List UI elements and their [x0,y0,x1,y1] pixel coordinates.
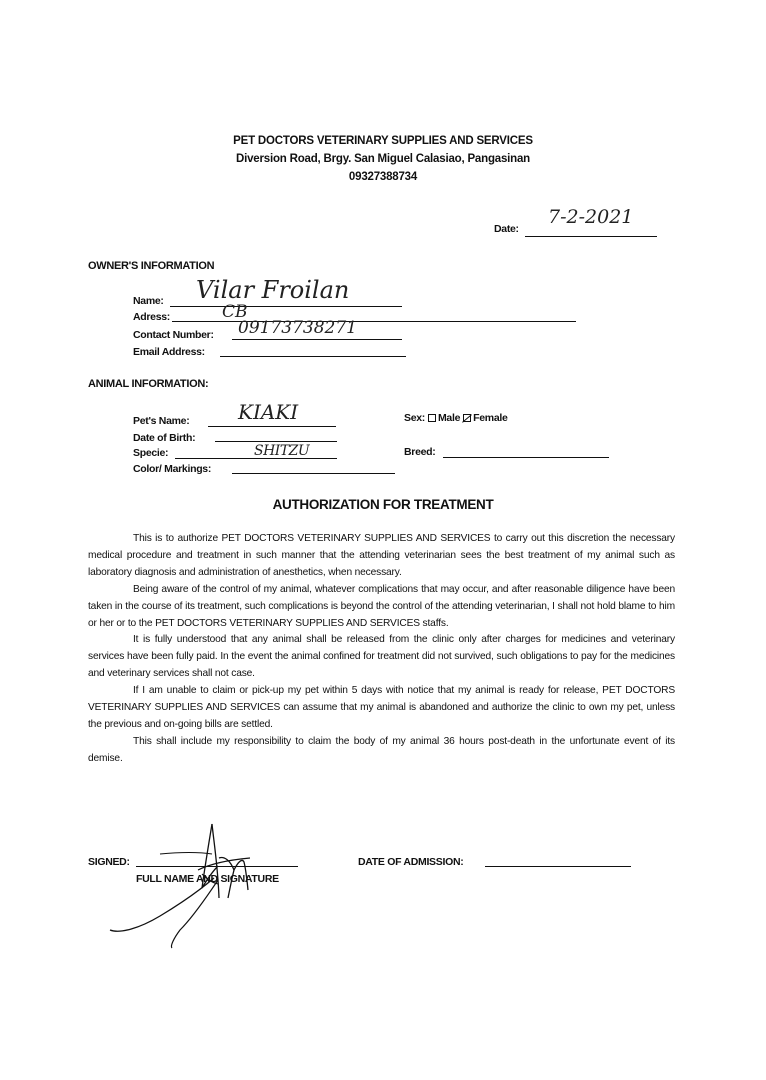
sex-male-checkbox [428,414,436,422]
date-value: 7-2-2021 [548,206,634,228]
animal-heading: ANIMAL INFORMATION: [88,378,209,390]
pet-name-value: KIAKI [238,400,299,424]
authorization-title: AUTHORIZATION FOR TREATMENT [272,497,494,512]
owner-contact-value: 09173738271 [238,318,357,338]
authorization-paragraph: It is fully understood that any animal shall be released from the clinic only after charges for medicines and veterinary services have been fully paid. In the event the animal confined for treatment did not survived, such obligations to pay for the medicines and veterinary services shall not case. [88,634,675,680]
clinic-name: PET DOCTORS VETERINARY SUPPLIES AND SERVICES [233,135,533,147]
clinic-address: Diversion Road, Brgy. San Miguel Calasiao, Pangasinan [235,153,530,165]
authorization-paragraph: This is to authorize PET DOCTORS VETERINARY SUPPLIES AND SERVICES to carry out this discretion the necessary medical procedure and treatment in such manner that the attending veterinarian sees the best treatment of my animal such as laboratory diagnosis and administration of anesthetics, when necessary. [88,533,675,578]
admission-label: DATE OF ADMISSION: [358,856,464,868]
owner-heading: OWNER'S INFORMATION [88,260,215,272]
owner-name-label: Name: [133,295,164,307]
authorization-paragraph: If I am unable to claim or pick-up my pet within 5 days with notice that my animal is ready for release, PET DOCTORS VETERINARY SUPPLIES AND SERVICES can assume that my animal is abandoned and authorize the clinic to own my pet, unless the previous and on-going bills are settled. [88,685,675,730]
authorization-paragraph: This shall include my responsibility to claim the body of my animal 36 hours post-death in the unfortunate event of its demise. [88,735,675,764]
pet-name-line [208,426,336,427]
signature-caption: FULL NAME AND SIGNATURE [136,873,279,885]
owner-email-line [220,356,406,357]
signed-label: SIGNED: [88,856,130,868]
owner-name-value: Vilar Froilan [196,276,350,304]
breed-label: Breed: [404,446,436,458]
owner-name-line [170,306,402,307]
color-label: Color/ Markings: [133,463,212,475]
owner-contact-label: Contact Number: [133,329,214,341]
owner-contact-line [232,339,402,340]
owner-address-label: Adress: [133,311,170,323]
authorization-body [88,531,675,768]
authorization-paragraph: Being aware of the control of my animal, whatever complications that may occur, and after reasonable diligence have been taken in the course of its treatment, such complications is beyond the control of the attending veterinarian, I shall not hold blame to him or her or to the PET DOCTORS VETERINARY SUPPLIES AND SERVICES staffs. [88,583,675,629]
clinic-phone: 09327388734 [348,171,418,183]
date-label: Date: [494,223,519,235]
owner-address-value: CB [222,302,248,322]
breed-line [443,457,609,458]
handwritten-signature [100,818,300,950]
sex-female-label: Female [473,412,508,424]
sex-field [404,412,508,424]
color-line [232,473,395,474]
dob-line [215,441,337,442]
dob-label: Date of Birth: [133,432,196,444]
sex-male-label: Male [437,412,461,424]
date-line [525,236,657,237]
sex-female-checkbox [463,414,471,422]
species-value: SHITZU [254,443,310,459]
species-label: Specie: [133,447,169,459]
admission-line [485,866,631,867]
owner-email-label: Email Address: [133,346,205,358]
sex-label: Sex: [404,412,425,424]
pet-name-label: Pet's Name: [133,415,190,427]
